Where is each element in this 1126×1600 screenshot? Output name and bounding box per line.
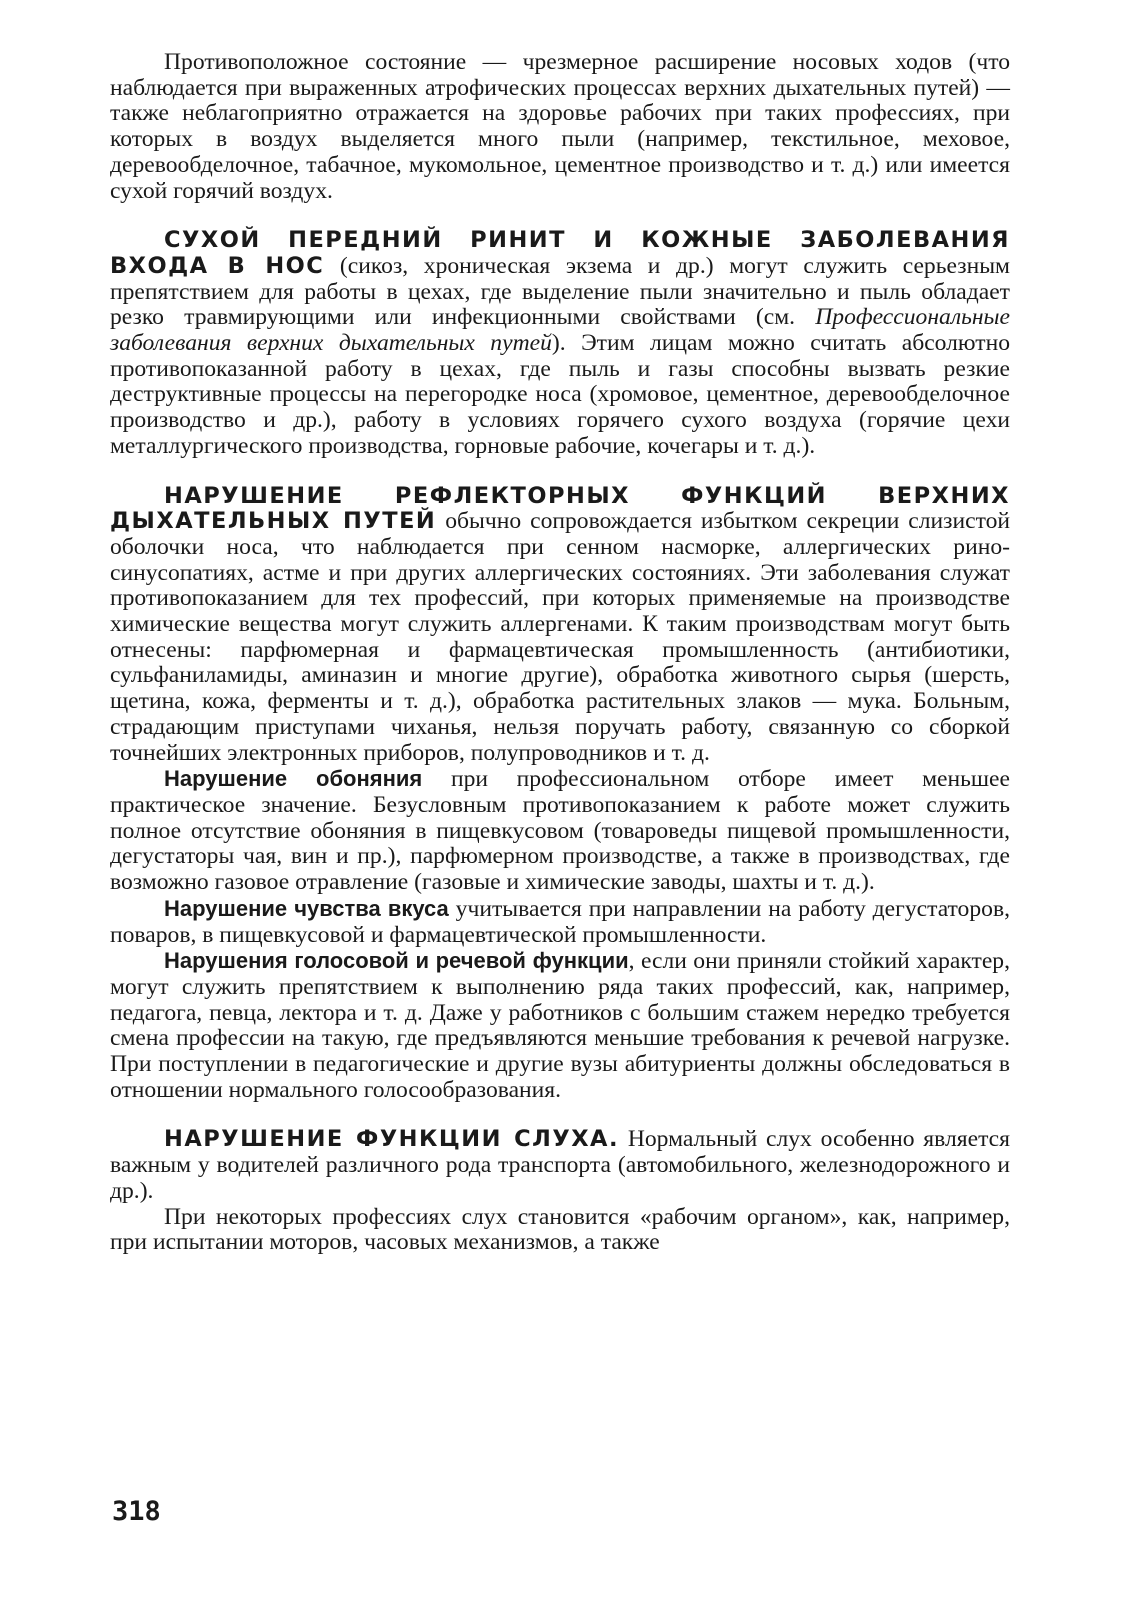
- paragraph-text: При некоторых профессиях слух становится «рабочим органом», как, например, при испытании моторов, часовых механизмов, а также: [110, 1203, 1010, 1256]
- paragraph: [110, 1205, 1010, 1256]
- section-hearing: [110, 1127, 1010, 1204]
- paragraph-text: обычно сопровождается избытком секреции слизистой оболочки носа, что наблюдается при сенном насморке, аллергических рино-синусопатиях, астме и при других аллергических состояниях. Эти заболевания служат противопоказанием для тех профессий, при которых применяемые на производстве химические вещества могут служить аллергенами. К таким производствам могут быть отнесены: парфюмерная и фармацевтическая промышленность (антибиотики, сульфаниламиды, аминазин и многие другие), обработка животного сырья (шерсть, щетина, кожа, ферменты и т. д.), обработка растительных злаков — мука. Больным, страдающим приступами чиханья, нельзя поручать работу, связанную со сборкой точнейших электронных приборов, полупроводников и т. д.: [110, 508, 1010, 766]
- section-heading: НАРУШЕНИЕ РЕФЛЕКТОРНЫХ ФУНКЦИЙ ВЕРХНИХ ДЫХАТЕЛЬНЫХ ПУТЕЙ: [110, 482, 1010, 535]
- paragraph-text: Противоположное состояние — чрезмерное расширение носовых ходов (что наблюдается при выраженных атрофических процессах верхних дыхательных путей) — также неблагоприятно отражается на здоровье рабочих при таких профессиях, при которых в воздух выделяется много пыли (например, текстильное, меховое, деревообделочное, табачное, мукомольное, цементное производство и т. д.) или имеется сухой горячий воздух.: [110, 49, 1010, 204]
- paragraph-text: , если они приняли стойкий характер, могут служить препятствием к выполнению ряда таких профессий, как, например, педагога, певца, лектора и т. д. Даже у работников с большим стажем нередко требуется смена профессии на такую, где предъявляются меньшие требования к речевой нагрузке. При поступлении в педагогические и другие вузы абитуриенты должны обследоваться в отношении нормального голосообразования.: [110, 948, 1010, 1103]
- paragraph-voice: [110, 948, 1010, 1103]
- paragraph-text: при профессиональном отборе имеет меньшее практическое значение. Безусловным противопоказанием к работе может служить полное отсутствие обоняния в пищевкусовом (товароведы пищевой промышленности, дегустаторы чая, вин и пр.), парфюмерном производстве, а также в производствах, где возможно газовое отравление (газовые и химические заводы, шахты и т. д.).: [110, 766, 1010, 896]
- cross-reference: Профессиональные заболевания верхних дыхательных путей: [110, 304, 1010, 357]
- paragraph-text: Нормальный слух особенно является важным у водителей различного рода транспорта (автомобильного, железнодорожного и др.).: [110, 1126, 1011, 1204]
- paragraph-text: ). Этим лицам можно считать абсолютно противопоказанной работу в цехах, где пыль и газы способны вызвать резкие деструктивные процессы на перегородке носа (хромовое, цементное, деревообделочное производство и др.), работу в условиях горячего сухого воздуха (горячие цехи металлургического производства, горновые рабочие, кочегары и т. д.).: [110, 330, 1010, 459]
- page-number: 318: [112, 1496, 161, 1527]
- section-dry-rhinitis: [110, 228, 1010, 459]
- term-heading: Нарушение обоняния: [164, 766, 423, 792]
- section-heading: НАРУШЕНИЕ ФУНКЦИИ СЛУХА.: [164, 1126, 620, 1153]
- paragraph: [110, 50, 1010, 204]
- paragraph-taste: [110, 896, 1010, 948]
- paragraph-smell: [110, 766, 1010, 896]
- paragraph-text: (сикоз, хроническая экзема и др.) могут служить серьезным препятствием для работы в цехах, где выделение пыли значительно и пыль обладает резко травмирующими или инфекционными свойствами (см.: [110, 252, 1010, 331]
- section-reflex-functions: [110, 484, 1010, 767]
- term-heading: Нарушение чувства вкуса: [164, 895, 449, 921]
- page-body: [110, 50, 1010, 1256]
- section-heading: СУХОЙ ПЕРЕДНИЙ РИНИТ И КОЖНЫЕ ЗАБОЛЕВАНИЯ ВХОДА В НОС: [110, 227, 1010, 279]
- paragraph-text: учитывается при направлении на работу дегустаторов, поваров, в пищевкусовой и фармацевтической промышленности.: [110, 895, 1010, 948]
- term-heading: Нарушения голосовой и речевой функции: [164, 948, 629, 974]
